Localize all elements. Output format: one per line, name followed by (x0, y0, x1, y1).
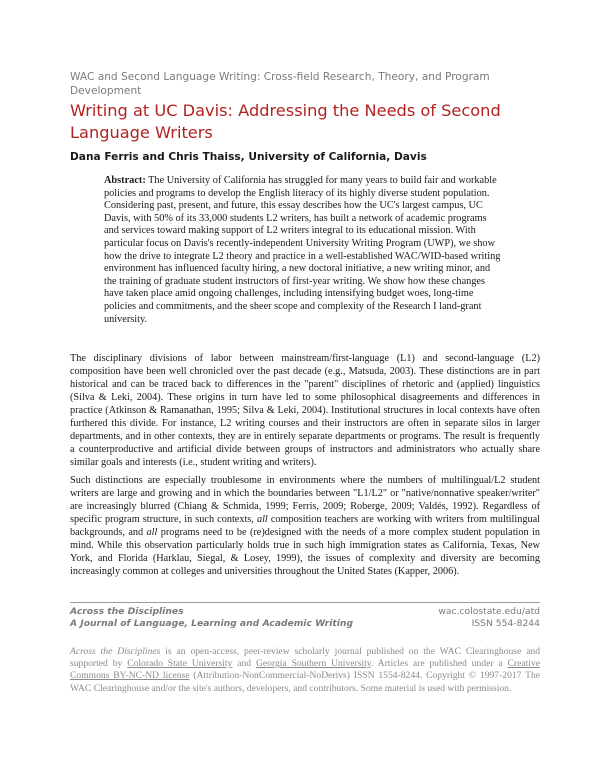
footer-text-segment: (Attribution-NonCommercial-NoDerivs) ISSN 1554-8244. Copyright © 1997-2017 The WAC Clearinghouse and/or the site's authors, developers, and contributors. Some material is used with permission. (70, 670, 540, 694)
footer-journal-info (400, 606, 540, 630)
journal-url[interactable]: wac.colostate.edu/atd (438, 606, 540, 617)
csu-link[interactable]: Colorado State University (127, 658, 233, 670)
article-title: Writing at UC Davis: Addressing the Needs of Second Language Writers (70, 101, 501, 142)
journal-issn: ISSN 554-8244 (471, 618, 540, 629)
body-paragraph-2 (70, 474, 540, 578)
footer-text-segment: . Articles are published under a (370, 658, 508, 670)
footer-text-segment: is an open-access, peer-review scholarly journal published on the WAC Clearinghouse and supported by (70, 646, 540, 670)
footer-divider (70, 602, 540, 603)
footer-journal-name (70, 606, 370, 630)
journal-name-inline: Across the Disciplines (70, 646, 161, 657)
paragraph-text: programs need to be (re)designed with the needs of a more complex student population in mind. While this observation particularly holds true in such high immigration states as California, Texas, New York, and Florida (Harklau, Siegal, & Losey, 1999), the issues of complexity and diversity are becoming increasingly common at colleges and universities throughout the United States (Kapper, 2006). (70, 527, 540, 577)
series-title: WAC and Second Language Writing: Cross-field Research, Theory, and Program Development (70, 71, 490, 97)
abstract-label: Abstract: (104, 175, 146, 186)
abstract (104, 175, 504, 326)
gsu-link[interactable]: Georgia Southern University (255, 658, 371, 670)
emphasis-all: all (146, 527, 158, 538)
paragraph-text: Such distinctions are especially troublesome in environments where the numbers of multilingual/L2 student writers are large and growing and in which the boundaries between "L1/L2" or "native/nonnative speaker/writer" are increasingly blurred (Chiang & Schmida, 1999; Ferris, 2009; Roberge, 2009; Valdés, 1992). Regardless of specific program structure, in such contexts, (70, 475, 540, 525)
body-paragraph-1: The disciplinary divisions of labor between mainstream/first-language (L1) and second-language (L2) composition have been well chronicled over the past decade (e.g., Matsuda, 2003). These distinctions are in part historical and can be traced back to differences in the "parent" disciplines of rhetoric and (applied) linguistics (Silva & Leki, 2004). These origins in turn have led to some philosophical disagreements and differences in practice (Atkinson & Ramanathan, 1995; Silva & Leki, 2004). Institutional structures in local contexts have often furthered this divide. For instance, L2 writing courses and their instructors are often in separate silos in larger departments, and in other contexts, they are in entirely separate departments or programs. The result is frequently a counterproductive and artificial divide between groups of instructors and administrators who actually share similar goals and interests (i.e., student writing and writers). (70, 353, 540, 468)
journal-title: Across the Disciplines (70, 606, 184, 617)
journal-subtitle: A Journal of Language, Learning and Academic Writing (70, 618, 354, 629)
article-authors: Dana Ferris and Chris Thaiss, University of California, Davis (70, 151, 427, 163)
footer-license-text (70, 646, 540, 695)
paragraph-text: composition teachers are working with writers from multilingual backgrounds, and (70, 514, 540, 538)
footer-text-segment: and (232, 658, 256, 670)
abstract-text: The University of California has struggled for many years to build fair and workable policies and programs to develop the English literacy of its highly diverse student population. Considering past, present, and future, this essay describes how the UC's largest campus, UC Davis, with 50% of its 33,000 students L2 writers, has built a network of academic programs and services toward making support of L2 writers integral to its educational mission. With particular focus on Davis's recently-independent University Writing Program (UWP), we show how the drive to integrate L2 theory and practice in a well-established WAC/WID-based writing environment has influenced faculty hiring, a new doctoral initiative, a new writing minor, and the training of graduate student instructors of first-year writing. We show how these changes have taken place amid ongoing challenges, including intensifying budget woes, long-time policies and commitments, and the sheer scope and complexity of the Research I land-grant university. (104, 175, 501, 325)
emphasis-all: all (256, 514, 268, 525)
cc-license-link[interactable]: Creative Commons BY-NC-ND license (70, 658, 541, 682)
